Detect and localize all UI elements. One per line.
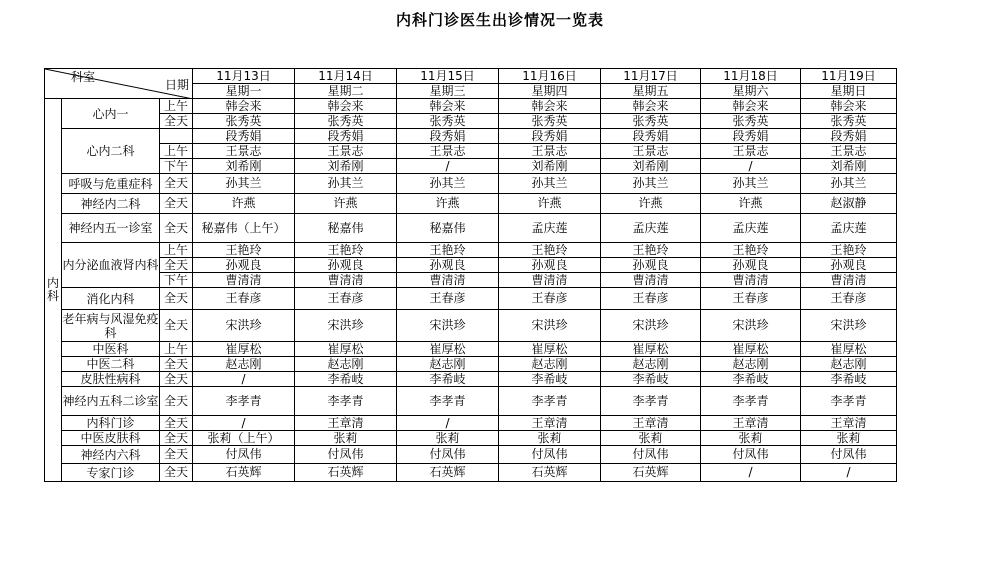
doctor-cell: 韩会来 — [601, 99, 701, 114]
doctor-cell: 崔厚松 — [701, 342, 801, 357]
doctor-cell: 张莉 — [397, 431, 499, 446]
doctor-cell: 孙其兰 — [801, 174, 897, 194]
doctor-cell: 付凤伟 — [601, 446, 701, 464]
department-name: 中医二科 — [62, 357, 160, 372]
doctor-cell: 刘希刚 — [601, 159, 701, 174]
schedule-row — [45, 129, 897, 144]
department-name: 神经内五一诊室 — [62, 214, 160, 243]
header-row-dates — [45, 69, 897, 84]
group-label-char: 科 — [46, 289, 59, 303]
time-slot: 上午 — [160, 243, 193, 258]
department-name: 心内一 — [62, 99, 160, 129]
time-slot: 下午 — [160, 159, 193, 174]
department-name: 内分泌血液肾内科 — [62, 243, 160, 288]
doctor-cell: 张秀英 — [601, 114, 701, 129]
doctor-cell: 张秀英 — [193, 114, 295, 129]
doctor-cell: 王景志 — [701, 144, 801, 159]
doctor-cell: 曹清清 — [397, 273, 499, 288]
doctor-cell: 李希岐 — [397, 372, 499, 387]
doctor-cell: 曹清清 — [499, 273, 601, 288]
doctor-cell: 段秀娟 — [193, 129, 295, 144]
doctor-cell: 张莉 — [701, 431, 801, 446]
doctor-cell: 孟庆莲 — [601, 214, 701, 243]
schedule-row — [45, 387, 897, 416]
group-label-char: 内 — [46, 276, 59, 290]
schedule-row — [45, 273, 897, 288]
doctor-cell: 王章清 — [295, 416, 397, 431]
time-slot: 全天 — [160, 446, 193, 464]
doctor-cell: 王艳玲 — [499, 243, 601, 258]
doctor-cell: 李孝青 — [499, 387, 601, 416]
doctor-cell: 王景志 — [801, 144, 897, 159]
doctor-cell: 孙观良 — [397, 258, 499, 273]
department-name: 老年病与风湿免疫科 — [62, 311, 159, 340]
doctor-cell: 孙观良 — [295, 258, 397, 273]
doctor-cell: 张秀英 — [499, 114, 601, 129]
schedule-row — [45, 464, 897, 482]
date-cell: 11月13日 — [193, 69, 295, 84]
doctor-cell: 李孝青 — [193, 387, 295, 416]
doctor-cell: 张秀英 — [801, 114, 897, 129]
doctor-cell: 石英辉 — [499, 464, 601, 482]
doctor-cell: 石英辉 — [397, 464, 499, 482]
doctor-cell: / — [701, 464, 801, 482]
doctor-cell: 孙其兰 — [295, 174, 397, 194]
doctor-cell: 崔厚松 — [295, 342, 397, 357]
schedule-row — [45, 159, 897, 174]
schedule-row — [45, 431, 897, 446]
time-slot: 下午 — [160, 273, 193, 288]
doctor-cell: 韩会来 — [397, 99, 499, 114]
doctor-cell: 王艳玲 — [397, 243, 499, 258]
doctor-cell: 孙其兰 — [499, 174, 601, 194]
doctor-cell: 王艳玲 — [295, 243, 397, 258]
doctor-cell: 王春彦 — [499, 288, 601, 310]
doctor-cell: 赵志刚 — [193, 357, 295, 372]
time-slot: 全天 — [160, 416, 193, 431]
doctor-cell: 付凤伟 — [801, 446, 897, 464]
doctor-cell: 付凤伟 — [397, 446, 499, 464]
doctor-cell: 王春彦 — [193, 288, 295, 310]
doctor-cell: 段秀娟 — [801, 129, 897, 144]
doctor-cell: / — [193, 416, 295, 431]
doctor-cell: 孙观良 — [193, 258, 295, 273]
department-name: 心内二科 — [62, 129, 160, 174]
doctor-cell: 宋洪珍 — [397, 310, 499, 342]
department-name: 神经内二科 — [62, 194, 160, 214]
doctor-cell: 曹清清 — [295, 273, 397, 288]
time-slot — [160, 129, 193, 144]
doctor-cell: 付凤伟 — [193, 446, 295, 464]
schedule-row — [45, 214, 897, 243]
doctor-cell: 石英辉 — [295, 464, 397, 482]
weekday-cell: 星期三 — [397, 84, 499, 99]
schedule-row — [45, 310, 897, 342]
time-slot: 上午 — [160, 342, 193, 357]
doctor-cell: 宋洪珍 — [193, 310, 295, 342]
date-cell: 11月18日 — [701, 69, 801, 84]
schedule-row — [45, 342, 897, 357]
doctor-cell: 崔厚松 — [601, 342, 701, 357]
schedule-row — [45, 194, 897, 214]
doctor-cell: 王章清 — [601, 416, 701, 431]
doctor-cell: 王章清 — [499, 416, 601, 431]
date-cell: 11月19日 — [801, 69, 897, 84]
doctor-cell: 石英辉 — [601, 464, 701, 482]
time-slot: 全天 — [160, 214, 193, 243]
doctor-cell: 韩会来 — [193, 99, 295, 114]
time-slot: 全天 — [160, 431, 193, 446]
doctor-cell: 赵淑静 — [801, 194, 897, 214]
doctor-cell: 王春彦 — [397, 288, 499, 310]
doctor-cell: 宋洪珍 — [499, 310, 601, 342]
doctor-cell: 王景志 — [601, 144, 701, 159]
doctor-cell: 许燕 — [701, 194, 801, 214]
date-cell: 11月14日 — [295, 69, 397, 84]
doctor-cell: 孙观良 — [701, 258, 801, 273]
doctor-cell: 许燕 — [295, 194, 397, 214]
corner-header-cell — [45, 69, 193, 99]
doctor-cell: 张秀英 — [397, 114, 499, 129]
department-name: 内科门诊 — [62, 416, 160, 431]
doctor-cell: 孙观良 — [499, 258, 601, 273]
doctor-cell: 王艳玲 — [701, 243, 801, 258]
doctor-cell: 张莉 — [601, 431, 701, 446]
doctor-cell: 赵志刚 — [295, 357, 397, 372]
doctor-cell: 宋洪珍 — [601, 310, 701, 342]
doctor-cell: 孙观良 — [801, 258, 897, 273]
department-name: 专家门诊 — [62, 464, 160, 482]
doctor-cell: 王景志 — [193, 144, 295, 159]
doctor-cell: 段秀娟 — [397, 129, 499, 144]
doctor-cell: 曹清清 — [801, 273, 897, 288]
schedule-row — [45, 144, 897, 159]
doctor-cell: 段秀娟 — [295, 129, 397, 144]
doctor-cell: 王艳玲 — [601, 243, 701, 258]
weekday-cell: 星期一 — [193, 84, 295, 99]
doctor-cell: 刘希刚 — [295, 159, 397, 174]
doctor-cell: 王景志 — [295, 144, 397, 159]
time-slot: 上午 — [160, 144, 193, 159]
doctor-cell: 张莉 — [295, 431, 397, 446]
doctor-cell: 曹清清 — [701, 273, 801, 288]
doctor-cell: 张莉（上午） — [193, 431, 295, 446]
doctor-cell: 王景志 — [397, 144, 499, 159]
doctor-cell: 孟庆莲 — [801, 214, 897, 243]
doctor-cell: 王艳玲 — [193, 243, 295, 258]
doctor-cell: 孟庆莲 — [499, 214, 601, 243]
department-name: 神经内五科二诊室 — [62, 387, 160, 416]
weekday-cell: 星期四 — [499, 84, 601, 99]
doctor-cell: 宋洪珍 — [701, 310, 801, 342]
doctor-cell: 宋洪珍 — [801, 310, 897, 342]
doctor-cell: 赵志刚 — [701, 357, 801, 372]
schedule-row — [45, 372, 897, 387]
doctor-cell: / — [397, 416, 499, 431]
doctor-cell: 韩会来 — [295, 99, 397, 114]
time-slot: 全天 — [160, 372, 193, 387]
time-slot: 全天 — [160, 310, 193, 342]
department-name: 中医皮肤科 — [62, 431, 160, 446]
date-cell: 11月15日 — [397, 69, 499, 84]
schedule-table — [44, 68, 897, 482]
weekday-cell: 星期五 — [601, 84, 701, 99]
doctor-cell: 崔厚松 — [193, 342, 295, 357]
doctor-cell: 王春彦 — [601, 288, 701, 310]
schedule-row — [45, 174, 897, 194]
doctor-cell: 孙其兰 — [193, 174, 295, 194]
department-name: 消化内科 — [62, 288, 160, 310]
doctor-cell: 曹清清 — [193, 273, 295, 288]
doctor-cell: 段秀娟 — [701, 129, 801, 144]
doctor-cell: 付凤伟 — [499, 446, 601, 464]
doctor-cell: 曹清清 — [601, 273, 701, 288]
doctor-cell: 付凤伟 — [701, 446, 801, 464]
doctor-cell: 刘希刚 — [801, 159, 897, 174]
schedule-row — [45, 357, 897, 372]
doctor-cell: 张秀英 — [701, 114, 801, 129]
weekday-cell: 星期六 — [701, 84, 801, 99]
doctor-cell: 赵志刚 — [601, 357, 701, 372]
doctor-cell: 刘希刚 — [193, 159, 295, 174]
doctor-cell: 孙观良 — [601, 258, 701, 273]
weekday-cell: 星期二 — [295, 84, 397, 99]
doctor-cell: 许燕 — [397, 194, 499, 214]
doctor-cell: 许燕 — [193, 194, 295, 214]
schedule-row — [45, 243, 897, 258]
doctor-cell: 李孝青 — [601, 387, 701, 416]
doctor-cell: / — [701, 159, 801, 174]
doctor-cell: 李孝青 — [801, 387, 897, 416]
time-slot: 全天 — [160, 464, 193, 482]
doctor-cell: 李孝青 — [295, 387, 397, 416]
time-slot: 全天 — [160, 114, 193, 129]
time-slot: 上午 — [160, 99, 193, 114]
doctor-cell: 王章清 — [701, 416, 801, 431]
doctor-cell: 宋洪珍 — [295, 310, 397, 342]
doctor-cell: 李孝青 — [701, 387, 801, 416]
doctor-cell: 韩会来 — [499, 99, 601, 114]
date-cell: 11月16日 — [499, 69, 601, 84]
doctor-cell: 崔厚松 — [801, 342, 897, 357]
doctor-cell: 王景志 — [499, 144, 601, 159]
doctor-cell: / — [801, 464, 897, 482]
date-header-label: 日期 — [165, 78, 190, 92]
doctor-cell: 许燕 — [499, 194, 601, 214]
department-name: 中医科 — [62, 342, 160, 357]
doctor-cell: 韩会来 — [801, 99, 897, 114]
doctor-cell: 崔厚松 — [499, 342, 601, 357]
doctor-cell: 张莉 — [499, 431, 601, 446]
doctor-cell: 秘嘉伟（上午） — [193, 214, 295, 243]
doctor-cell: 赵志刚 — [499, 357, 601, 372]
date-cell: 11月17日 — [601, 69, 701, 84]
doctor-cell: 秘嘉伟 — [397, 214, 499, 243]
doctor-cell: 王春彦 — [801, 288, 897, 310]
doctor-cell: 李希岐 — [701, 372, 801, 387]
doctor-cell: 崔厚松 — [397, 342, 499, 357]
department-name: 皮肤性病科 — [62, 372, 160, 387]
doctor-cell: / — [397, 159, 499, 174]
time-slot: 全天 — [160, 357, 193, 372]
doctor-cell: 李希岐 — [295, 372, 397, 387]
doctor-cell: 许燕 — [601, 194, 701, 214]
doctor-cell: 王春彦 — [701, 288, 801, 310]
doctor-cell: 李孝青 — [397, 387, 499, 416]
doctor-cell: 秘嘉伟 — [295, 214, 397, 243]
schedule-row — [45, 416, 897, 431]
group-label-cell — [45, 99, 62, 482]
doctor-cell: 赵志刚 — [397, 357, 499, 372]
doctor-cell: 张莉 — [801, 431, 897, 446]
doctor-cell: 王艳玲 — [801, 243, 897, 258]
schedule-row — [45, 114, 897, 129]
page-title: 内科门诊医生出诊情况一览表 — [395, 11, 604, 29]
time-slot: 全天 — [160, 194, 193, 214]
doctor-cell: 李希岐 — [601, 372, 701, 387]
time-slot: 全天 — [160, 174, 193, 194]
doctor-cell: 段秀娟 — [499, 129, 601, 144]
schedule-row — [45, 99, 897, 114]
weekday-cell: 星期日 — [801, 84, 897, 99]
time-slot: 全天 — [160, 387, 193, 416]
doctor-cell: 孙其兰 — [397, 174, 499, 194]
doctor-cell: 韩会来 — [701, 99, 801, 114]
time-slot: 全天 — [160, 258, 193, 273]
doctor-cell: 孙其兰 — [601, 174, 701, 194]
doctor-cell: 赵志刚 — [801, 357, 897, 372]
doctor-cell: 孟庆莲 — [701, 214, 801, 243]
doctor-cell: 刘希刚 — [499, 159, 601, 174]
doctor-cell: 石英辉 — [193, 464, 295, 482]
doctor-cell: 王章清 — [801, 416, 897, 431]
time-slot: 全天 — [160, 288, 193, 310]
schedule-row — [45, 258, 897, 273]
doctor-cell: 李希岐 — [499, 372, 601, 387]
doctor-cell: 段秀娟 — [601, 129, 701, 144]
department-name: 神经内六科 — [62, 446, 160, 464]
doctor-cell: 孙其兰 — [701, 174, 801, 194]
schedule-row — [45, 288, 897, 310]
dept-header-label: 科室 — [71, 70, 96, 84]
doctor-cell: 张秀英 — [295, 114, 397, 129]
schedule-row — [45, 446, 897, 464]
doctor-cell: 付凤伟 — [295, 446, 397, 464]
doctor-cell: 李希岐 — [801, 372, 897, 387]
department-name: 呼吸与危重症科 — [62, 174, 160, 194]
doctor-cell: 王春彦 — [295, 288, 397, 310]
doctor-cell: / — [193, 372, 295, 387]
